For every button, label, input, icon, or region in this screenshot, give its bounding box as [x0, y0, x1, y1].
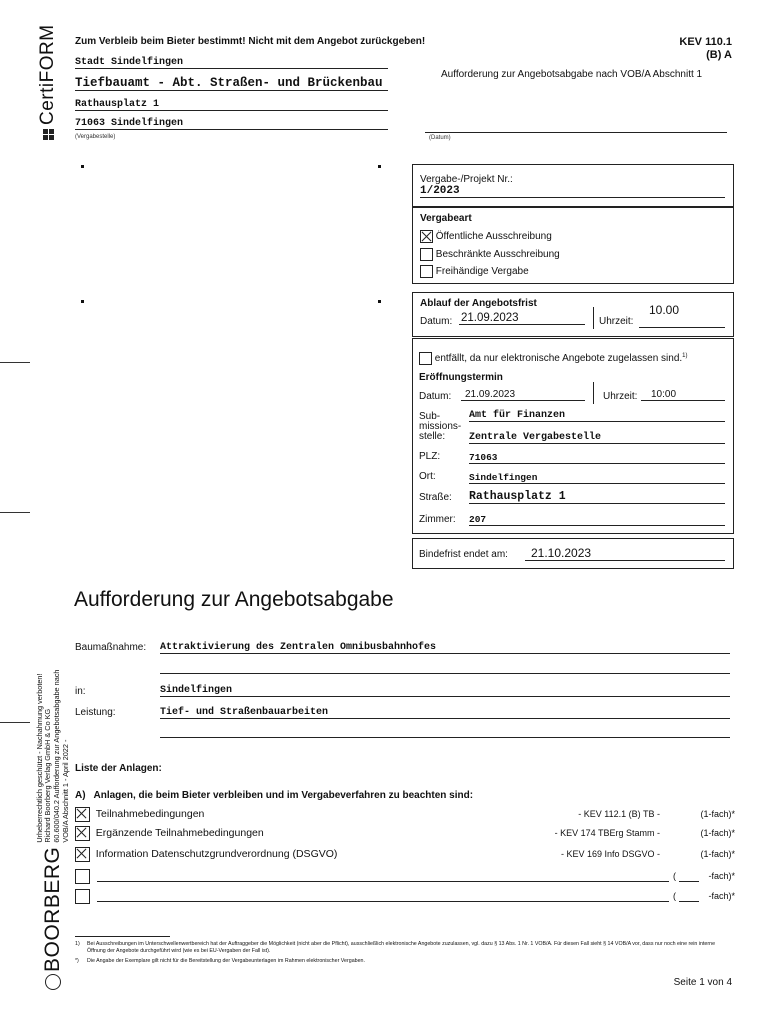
- ort-baumassnahme: Sindelfingen: [160, 685, 730, 697]
- eroeffnung-box: entfällt, da nur elektronische Angebote zugelassen sind.$^{1)}$ Eröffnungstermin Datum: 21.09.2023 Uhrzeit: 10:00 Sub- missions- stelle: Amt für Finanzen Zentrale Vergabestelle PLZ: 71063 Ort: Sindelfingen Straße: Rathausplatz 1 Zimmer: 207: [412, 338, 734, 534]
- boorberg-logo: BOORBERG: [41, 847, 65, 990]
- checkbox-checked[interactable]: [75, 807, 90, 822]
- vergabestelle-line1: Stadt Sindelfingen: [75, 57, 388, 69]
- vergabestelle-line2: Tiefbauamt - Abt. Straßen- und Brückenbau: [75, 76, 388, 91]
- anlage-row: Information Datenschutzgrundverordnung (DSGVO) - KEV 169 Info DSGVO - (1-fach)*: [75, 847, 735, 863]
- certiform-logo: CertiFORM: [36, 28, 60, 140]
- datum-line: [425, 131, 727, 133]
- anlagen-title: Liste der Anlagen:: [75, 763, 162, 774]
- eroeffnung-datum: 21.09.2023: [461, 389, 585, 401]
- leistung-value: Tief- und Straßenbauarbeiten: [160, 707, 730, 719]
- checkbox[interactable]: [420, 265, 433, 278]
- address-field-corner: [378, 300, 381, 303]
- submissionsstelle-2: Zentrale Vergabestelle: [469, 432, 725, 444]
- form-subtitle: Aufforderung zur Angebotsabgabe nach VOB/A Abschnitt 1: [441, 69, 703, 80]
- retention-notice: Zum Verbleib beim Bieter bestimmt! Nicht mit dem Angebot zurückgeben!: [75, 36, 426, 47]
- anlage-row-blank: ( -fach)*: [75, 869, 735, 885]
- angebotsfrist-uhrzeit: 10.00: [649, 303, 680, 317]
- anlagen-section-a: A) Anlagen, die beim Bieter verbleiben und im Vergabeverfahren zu beachten sind:: [75, 790, 474, 801]
- footnote-2: *) Die Angabe der Exemplare gilt nicht für die Bereitstellung der Vergabeunterlagen im Rahmen elektronischer Vergaben.: [75, 958, 365, 964]
- angebotsfrist-datum: 21.09.2023: [459, 312, 585, 325]
- anlage-row: Teilnahmebedingungen - KEV 112.1 (B) TB - (1-fach)*: [75, 807, 735, 823]
- address-field-corner: [81, 300, 84, 303]
- datum-label: (Datum): [429, 135, 451, 141]
- checkbox-checked[interactable]: [75, 826, 90, 841]
- entfaellt-option[interactable]: entfällt, da nur elektronische Angebote zugelassen sind.$^{1)}$: [419, 352, 688, 365]
- checkbox-checked[interactable]: [75, 847, 90, 862]
- vergabeart-option-freihaendig[interactable]: Freihändige Vergabe: [420, 265, 529, 278]
- footnote-1: 1) Bei Ausschreibungen im Unterschwellenwertbereich hat der Auftraggeber die Möglichkeit (nicht aber die Pflicht), ausschließlich elektronische Angebote zuzulassen, vgl. dazu § 13 Abs. 1 Nr. 1 VOB/A. Für diesen Fall sieht § 14 VOB/A vor, dass nur noch eine rein interne Öffnung der Angebote durchgeführt wird (wie es bei EU-Vergaben der Fall ist).: [75, 941, 716, 954]
- zimmer-value: 207: [469, 514, 725, 526]
- vergabestelle-line3: Rathausplatz 1: [75, 99, 388, 111]
- vergabestelle-label: (Vergabestelle): [75, 134, 116, 140]
- footnote-rule: [75, 936, 170, 937]
- form-number: KEV 110.1 (B) A: [679, 36, 732, 61]
- bindefrist-value: 21.10.2023: [525, 546, 725, 561]
- bindefrist-box: Bindefrist endet am: 21.10.2023: [412, 538, 734, 569]
- page-number: Seite 1 von 4: [673, 977, 732, 988]
- projekt-box: Vergabe-/Projekt Nr.: 1/2023: [412, 164, 734, 207]
- vergabeart-box: Vergabeart Öffentliche Ausschreibung Beschränkte Ausschreibung Freihändige Vergabe: [412, 207, 734, 284]
- vergabeart-option-oeffentlich[interactable]: Öffentliche Ausschreibung: [420, 230, 552, 243]
- side-copyright: BOORBERG Urheberrechtlich geschützt - Nachahmung verboten! Richard Boorberg Verlag GmbH & Co KG 60.600/040.2 Aufforderung zur Angebotsabgabe nach VOB/A Abschnitt 1 - April 2022 -: [30, 660, 76, 990]
- checkbox[interactable]: [75, 889, 90, 904]
- vergabeart-option-beschraenkt[interactable]: Beschränkte Ausschreibung: [420, 248, 560, 261]
- projekt-number: 1/2023: [420, 185, 725, 198]
- baumassnahme-value: Attraktivierung des Zentralen Omnibusbahnhofes: [160, 642, 730, 654]
- ort-value: Sindelfingen: [469, 472, 725, 484]
- checkbox[interactable]: [419, 352, 432, 365]
- checkbox[interactable]: [75, 869, 90, 884]
- eroeffnung-uhrzeit: 10:00: [641, 389, 725, 401]
- fold-mark: [0, 512, 30, 513]
- address-field-corner: [378, 165, 381, 168]
- address-field-corner: [81, 165, 84, 168]
- page-title: Aufforderung zur Angebotsabgabe: [74, 588, 394, 611]
- strasse-value: Rathausplatz 1: [469, 490, 725, 504]
- plz-value: 71063: [469, 452, 725, 464]
- anlage-row: Ergänzende Teilnahmebedingungen - KEV 174 TBErg Stamm - (1-fach)*: [75, 826, 735, 842]
- checkbox[interactable]: [420, 248, 433, 261]
- fold-mark: [0, 362, 30, 363]
- anlage-row-blank: ( -fach)*: [75, 889, 735, 905]
- punch-mark: [0, 722, 30, 723]
- checkbox-checked[interactable]: [420, 230, 433, 243]
- submissionsstelle-1: Amt für Finanzen: [469, 410, 725, 422]
- angebotsfrist-box: Ablauf der Angebotsfrist Datum: 21.09.2023 Uhrzeit: 10.00: [412, 292, 734, 337]
- vergabestelle-line4: 71063 Sindelfingen: [75, 118, 388, 130]
